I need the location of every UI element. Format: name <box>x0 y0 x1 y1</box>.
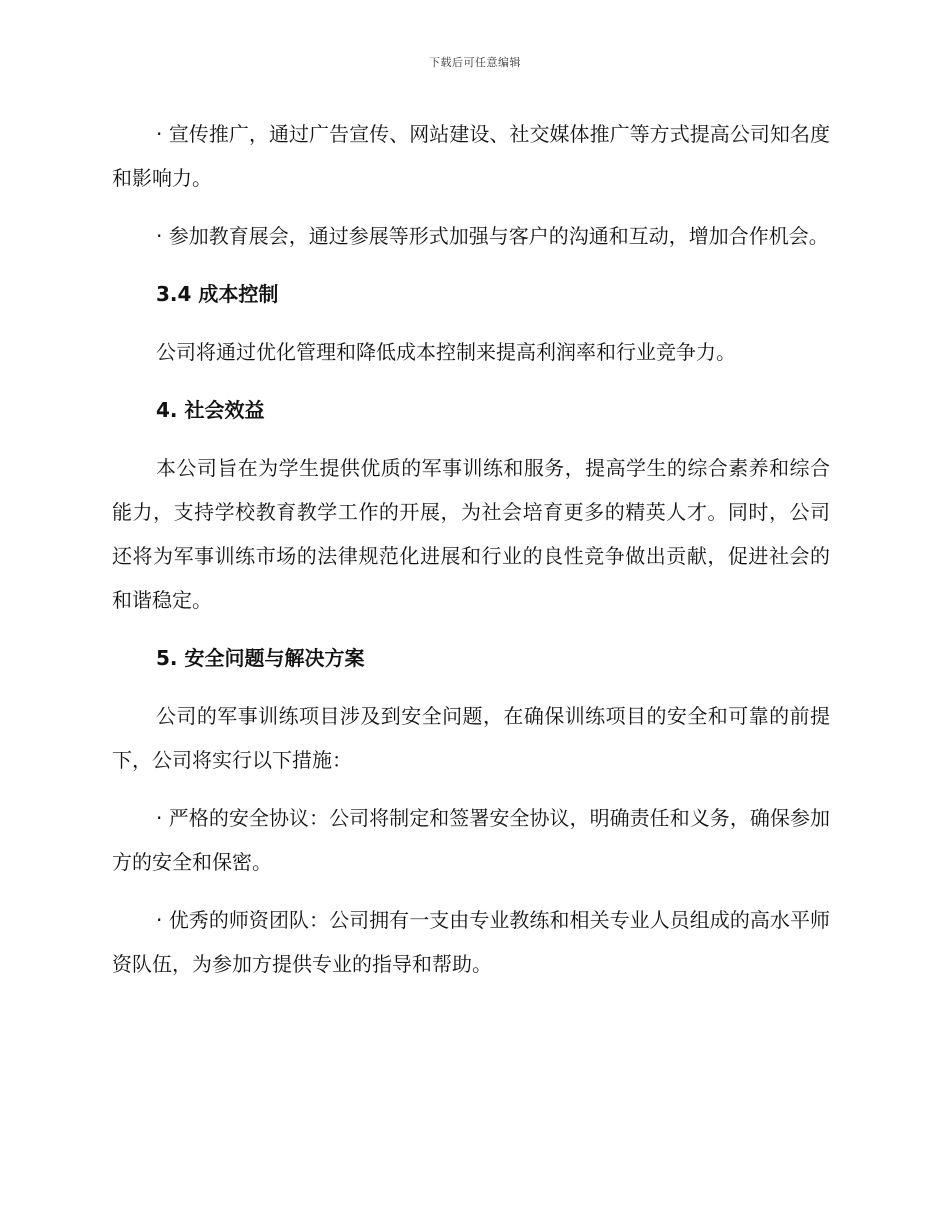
bullet-promotion: · 宣传推广，通过广告宣传、网站建设、社交媒体推广等方式提高公司知名度和影响力。 <box>112 122 830 190</box>
paragraph-safety-intro: 公司的军事训练项目涉及到安全问题，在确保训练项目的安全和可靠的前提下，公司将实行以下措施： <box>112 704 830 772</box>
paragraph-social-benefit: 本公司旨在为学生提供优质的军事训练和服务，提高学生的综合素养和综合能力，支持学校教育教学工作的开展，为社会培育更多的精英人才。同时，公司还将为军事训练市场的法律规范化进展和行业的良性竞争做出贡献，促进社会的和谐稳定。 <box>112 456 830 612</box>
section-heading-safety: 5. 安全问题与解决方案 <box>156 646 365 670</box>
section-heading-social-benefit: 4. 社会效益 <box>156 398 265 422</box>
bullet-education-fair: · 参加教育展会，通过参展等形式加强与客户的沟通和互动，增加合作机会。 <box>156 224 829 248</box>
document-body <box>112 112 830 1000</box>
paragraph-cost-control: 公司将通过优化管理和降低成本控制来提高利润率和行业竞争力。 <box>156 340 736 364</box>
bullet-safety-agreement: · 严格的安全协议：公司将制定和签署安全协议，明确责任和义务，确保参加方的安全和保密。 <box>112 806 830 874</box>
bullet-teaching-team: · 优秀的师资团队：公司拥有一支由专业教练和相关专业人员组成的高水平师资队伍，为参加方提供专业的指导和帮助。 <box>112 908 830 976</box>
section-heading-cost-control: 3.4 成本控制 <box>156 282 279 306</box>
page-header-note: 下载后可任意编辑 <box>429 56 521 69</box>
